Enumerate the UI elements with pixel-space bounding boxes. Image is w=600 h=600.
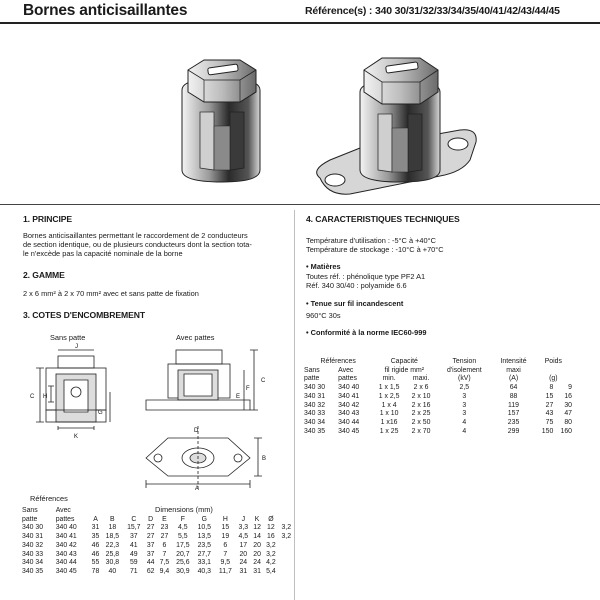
table-cell: 75 bbox=[545, 418, 554, 426]
table-cell: 24 bbox=[239, 559, 248, 567]
table-cell: 27,7 bbox=[197, 550, 211, 558]
table-cell: 7,5 bbox=[159, 559, 170, 567]
table-header: patte bbox=[22, 515, 38, 523]
table-row bbox=[22, 542, 294, 551]
table-cell bbox=[279, 559, 294, 568]
table-cell: 49 bbox=[129, 550, 138, 558]
table-cell: 4,5 bbox=[178, 524, 188, 532]
tenue-text: 960°C 30s bbox=[306, 311, 341, 320]
table-header-row bbox=[304, 358, 572, 367]
table-header: min. bbox=[382, 375, 396, 383]
table-cell: 2 x 6 bbox=[413, 384, 429, 392]
table-cell: 27 bbox=[146, 533, 155, 541]
principe-text bbox=[23, 231, 252, 258]
terminal-avec-pattes bbox=[317, 58, 477, 194]
table-cell: 16 bbox=[267, 533, 275, 541]
column-separator bbox=[294, 210, 295, 600]
table-cell: 3 bbox=[462, 392, 467, 400]
table-cell: 27 bbox=[160, 533, 169, 541]
table-header: Avec bbox=[338, 366, 354, 374]
table-cell: 19 bbox=[221, 533, 230, 541]
table-header: (kV) bbox=[458, 375, 471, 383]
table-cell: 46 bbox=[91, 541, 100, 549]
table-cell: 340 32 bbox=[304, 401, 326, 409]
table-cell: 35 bbox=[91, 533, 100, 541]
table-cell: 9,5 bbox=[220, 559, 231, 567]
table-cell: 46 bbox=[91, 550, 100, 558]
table-header: D bbox=[148, 515, 154, 523]
table-cell: 299 bbox=[507, 427, 520, 435]
table-cell: 20,7 bbox=[176, 550, 190, 558]
table-header: Capacité bbox=[390, 358, 418, 365]
dim-letter-f: F bbox=[246, 386, 250, 392]
table-cell: 340 34 bbox=[304, 418, 326, 426]
table-row bbox=[304, 384, 572, 393]
table-cell bbox=[279, 551, 294, 560]
table-cell: 11,7 bbox=[218, 567, 232, 575]
table-cell: 9,4 bbox=[159, 567, 170, 575]
table-cell: 31 bbox=[91, 524, 100, 532]
table-cell: 2,5 bbox=[459, 384, 470, 392]
table-header: Ø bbox=[268, 515, 274, 523]
table-cell: 6 bbox=[162, 541, 167, 549]
table-cell: 20 bbox=[239, 550, 248, 558]
table-cell: 14 bbox=[253, 533, 261, 541]
table-cell: 27 bbox=[545, 401, 554, 409]
matieres-title: • Matières bbox=[306, 262, 341, 271]
dim-letter-k: K bbox=[74, 434, 79, 440]
table-cell: 22,3 bbox=[105, 541, 120, 549]
dimensions-table-body bbox=[22, 507, 294, 577]
table-cell: 340 42 bbox=[338, 401, 360, 409]
table-cell: 25,8 bbox=[105, 550, 120, 558]
table-header-row bbox=[22, 507, 294, 516]
cotes-heading: 3. COTES D'ENCOMBREMENT bbox=[23, 310, 145, 320]
table-cell: 4 bbox=[462, 418, 467, 426]
table-cell: 44 bbox=[146, 559, 155, 567]
table-cell: 340 35 bbox=[304, 427, 326, 435]
dim-letter-c-right: C bbox=[261, 378, 266, 384]
dim-refs-label: Références bbox=[30, 494, 68, 503]
table-row bbox=[22, 524, 294, 533]
table-cell: 340 43 bbox=[55, 550, 77, 558]
dim-letter-d: D bbox=[194, 428, 199, 434]
table-header: (A) bbox=[508, 375, 519, 383]
table-cell: 340 33 bbox=[22, 550, 44, 558]
table-cell: 1 x 1,5 bbox=[378, 384, 400, 392]
table-cell: 18,5 bbox=[105, 533, 120, 541]
table-header-row bbox=[22, 516, 294, 525]
table-cell: 2 x 70 bbox=[411, 427, 431, 435]
table-header: B bbox=[110, 515, 115, 523]
table-header: maxi bbox=[506, 366, 521, 374]
table-header-row bbox=[304, 367, 572, 376]
table-cell: 15,7 bbox=[127, 524, 141, 532]
table-header: Sans bbox=[22, 507, 38, 514]
table-cell: 23,5 bbox=[197, 541, 211, 549]
dim-letter-c: C bbox=[30, 394, 35, 400]
table-cell: 3,2 bbox=[266, 550, 276, 558]
table-cell: 340 40 bbox=[55, 524, 77, 532]
table-cell: 340 31 bbox=[22, 533, 44, 541]
table-cell: 340 30 bbox=[304, 384, 326, 392]
matieres-line: Toutes réf. : phénolique type PF2 A1 bbox=[306, 272, 426, 281]
table-cell: 8 bbox=[549, 384, 554, 392]
dim-dims-label: Dimensions (mm) bbox=[155, 505, 213, 514]
principe-line: de section identique, ou de plusieurs conducteurs dont la section tota- bbox=[23, 240, 252, 250]
table-cell: 71 bbox=[129, 567, 138, 575]
table-cell: 17 bbox=[239, 541, 248, 549]
table-cell: 31 bbox=[239, 567, 248, 575]
table-header: pattes bbox=[55, 515, 75, 523]
table-cell: 3,2 bbox=[281, 524, 292, 532]
table-header: Intensité bbox=[500, 358, 527, 365]
table-cell: 37 bbox=[146, 541, 155, 549]
table-row bbox=[304, 419, 572, 428]
table-cell: 62 bbox=[146, 567, 155, 575]
technical-table bbox=[304, 358, 572, 436]
table-header: H bbox=[222, 515, 228, 523]
table-cell: 88 bbox=[509, 392, 518, 400]
page-title: Bornes anticisaillantes bbox=[23, 2, 188, 19]
table-cell: 13,5 bbox=[197, 533, 211, 541]
dim-letter-j: J bbox=[75, 344, 78, 350]
caracteristiques-heading: 4. CARACTERISTIQUES TECHNIQUES bbox=[306, 214, 460, 224]
table-cell bbox=[279, 542, 294, 551]
temperature-line: Température d'utilisation : -5°C à +40°C bbox=[306, 236, 436, 245]
table-cell: 157 bbox=[507, 410, 520, 418]
table-cell: 340 45 bbox=[55, 567, 77, 575]
table-cell: 43 bbox=[545, 410, 554, 418]
dim-letter-h: H bbox=[43, 394, 48, 400]
table-cell: 30,8 bbox=[105, 559, 120, 567]
table-header: d'isolement bbox=[447, 366, 482, 374]
table-cell: 3 bbox=[462, 401, 467, 409]
table-header: Poids bbox=[544, 358, 562, 365]
table-cell: 2 x 10 bbox=[411, 392, 431, 400]
table-row bbox=[22, 568, 294, 577]
principe-line: le n'excède pas la capacité nominale de la borne bbox=[23, 249, 183, 259]
table-cell: 160 bbox=[560, 427, 572, 435]
table-row bbox=[22, 533, 294, 542]
table-cell: 7 bbox=[162, 550, 167, 558]
conformite-title-text: Conformité à la norme IEC60-999 bbox=[310, 328, 427, 337]
table-cell: 23 bbox=[160, 524, 169, 532]
table-cell: 40 bbox=[108, 567, 117, 575]
table-cell: 1 x 2,5 bbox=[378, 392, 400, 400]
table-cell: 5,5 bbox=[178, 533, 188, 541]
table-cell: 150 bbox=[541, 427, 554, 435]
product-illustration bbox=[160, 30, 490, 200]
matieres-block bbox=[306, 272, 425, 290]
terminal-sans-patte bbox=[182, 60, 260, 182]
table-cell: 119 bbox=[508, 401, 520, 409]
table-cell: 20 bbox=[253, 541, 261, 549]
table-cell: 15 bbox=[545, 392, 554, 400]
table-header: maxi. bbox=[412, 375, 430, 383]
dimension-drawing bbox=[18, 340, 280, 490]
table-cell: 5,4 bbox=[266, 567, 276, 575]
table-header: E bbox=[162, 515, 167, 523]
table-header: J bbox=[241, 515, 246, 523]
table-cell: 7 bbox=[223, 550, 228, 558]
table-header: (g) bbox=[549, 375, 558, 383]
conformite-title: • Conformité à la norme IEC60-999 bbox=[306, 328, 427, 337]
table-header: Tension bbox=[452, 358, 477, 365]
table-cell: 340 32 bbox=[22, 541, 44, 549]
table-cell: 340 41 bbox=[338, 392, 360, 400]
table-header: Références bbox=[320, 358, 356, 365]
table-header: F bbox=[180, 515, 185, 523]
table-header: C bbox=[131, 515, 137, 523]
table-cell bbox=[279, 568, 294, 577]
table-cell: 15 bbox=[221, 524, 230, 532]
gamme-heading: 2. GAMME bbox=[23, 270, 65, 280]
dimensions-table bbox=[22, 507, 294, 577]
table-row bbox=[22, 559, 294, 568]
tenue-title-text: Tenue sur fil incandescent bbox=[310, 299, 404, 308]
sans-patte-label: Sans patte bbox=[50, 333, 86, 342]
table-cell: 6 bbox=[223, 541, 228, 549]
table-cell: 1 x 25 bbox=[379, 427, 399, 435]
table-cell: 80 bbox=[564, 418, 572, 426]
table-cell: 55 bbox=[91, 559, 100, 567]
table-header: Avec bbox=[55, 507, 71, 514]
table-header: patte bbox=[304, 375, 320, 383]
table-cell: 12 bbox=[267, 524, 275, 532]
table-header-row bbox=[304, 375, 572, 384]
table-cell: 4,5 bbox=[238, 533, 249, 541]
reference-list: Référence(s) : 340 30/31/32/33/34/35/40/41/42/43/44/45 bbox=[305, 5, 560, 17]
principe-heading: 1. PRINCIPE bbox=[23, 214, 73, 224]
table-cell: 3,3 bbox=[238, 524, 249, 532]
table-cell: 30,9 bbox=[176, 567, 190, 575]
section-rule bbox=[0, 204, 600, 205]
temperature-line: Température de stockage : -10°C à +70°C bbox=[306, 245, 444, 255]
table-cell: 1 x 10 bbox=[379, 410, 399, 418]
table-cell: 59 bbox=[129, 559, 138, 567]
table-cell: 235 bbox=[507, 418, 520, 426]
matieres-line: Réf. 340 30/40 : polyamide 6.6 bbox=[306, 281, 407, 291]
table-cell: 1 x 4 bbox=[381, 401, 397, 409]
table-cell: 2 x 25 bbox=[411, 410, 431, 418]
table-cell: 64 bbox=[509, 384, 518, 392]
table-cell: 20 bbox=[253, 550, 261, 558]
table-cell: 25,6 bbox=[176, 559, 190, 567]
table-cell: 340 44 bbox=[55, 559, 77, 567]
table-cell: 4,2 bbox=[266, 559, 276, 567]
table-cell: 31 bbox=[253, 567, 261, 575]
table-cell: 2 x 50 bbox=[411, 418, 431, 426]
table-header: A bbox=[93, 515, 98, 523]
table-cell: 27 bbox=[146, 524, 155, 532]
table-row bbox=[304, 410, 572, 419]
dim-letter-e: E bbox=[236, 394, 241, 400]
table-cell: 340 31 bbox=[304, 392, 326, 400]
temperature-block bbox=[306, 236, 444, 254]
dim-letter-b: B bbox=[262, 456, 267, 462]
table-cell: 24 bbox=[253, 559, 261, 567]
table-cell: 10,5 bbox=[197, 524, 211, 532]
table-cell: 340 34 bbox=[22, 559, 44, 567]
technical-table-body bbox=[304, 358, 572, 436]
principe-line: Bornes anticisaillantes permettant le raccordement de 2 conducteurs bbox=[23, 231, 248, 240]
avec-patte-label: Avec pattes bbox=[176, 333, 215, 342]
table-cell: 3 bbox=[462, 410, 467, 418]
table-cell: 18 bbox=[108, 524, 117, 532]
table-cell: 340 45 bbox=[338, 427, 360, 435]
dim-letter-g: G bbox=[98, 410, 103, 416]
table-cell: 340 35 bbox=[22, 567, 44, 575]
tenue-title: • Tenue sur fil incandescent bbox=[306, 299, 404, 308]
table-header: G bbox=[201, 515, 207, 523]
table-row bbox=[22, 551, 294, 560]
table-cell: 340 30 bbox=[22, 524, 44, 532]
table-cell: 37 bbox=[129, 533, 138, 541]
table-cell: 340 43 bbox=[338, 410, 360, 418]
table-cell: 340 40 bbox=[338, 384, 360, 392]
table-header: Sans bbox=[304, 366, 320, 374]
table-cell: 340 33 bbox=[304, 410, 326, 418]
gamme-text: 2 x 6 mm² à 2 x 70 mm² avec et sans patte de fixation bbox=[23, 289, 199, 298]
table-cell: 37 bbox=[146, 550, 155, 558]
table-row bbox=[304, 393, 572, 402]
table-cell: 16 bbox=[564, 392, 572, 400]
table-header: K bbox=[254, 515, 260, 523]
table-cell: 340 41 bbox=[55, 533, 77, 541]
table-cell: 340 44 bbox=[338, 418, 360, 426]
table-cell: 47 bbox=[564, 410, 572, 418]
table-cell: 1 x16 bbox=[380, 418, 398, 426]
table-cell: 2 x 16 bbox=[411, 401, 431, 409]
table-cell: 9 bbox=[568, 384, 572, 392]
matieres-title-text: Matières bbox=[310, 262, 341, 271]
table-header: pattes bbox=[338, 375, 357, 383]
table-row bbox=[304, 428, 572, 437]
header-rule bbox=[0, 22, 600, 24]
table-cell: 17,5 bbox=[176, 541, 190, 549]
table-cell: 78 bbox=[91, 567, 100, 575]
table-cell: 3,2 bbox=[281, 533, 292, 541]
table-cell: 33,1 bbox=[197, 559, 211, 567]
table-cell: 30 bbox=[564, 401, 572, 409]
table-cell: 4 bbox=[462, 427, 467, 435]
table-row bbox=[304, 402, 572, 411]
table-cell: 12 bbox=[253, 524, 261, 532]
table-cell: 3,2 bbox=[266, 541, 276, 549]
table-cell: 40,3 bbox=[197, 567, 211, 575]
table-cell: 340 42 bbox=[55, 541, 77, 549]
table-header: fil rigide mm² bbox=[384, 366, 425, 374]
table-cell: 41 bbox=[129, 541, 138, 549]
dim-letter-a: A bbox=[195, 486, 200, 490]
